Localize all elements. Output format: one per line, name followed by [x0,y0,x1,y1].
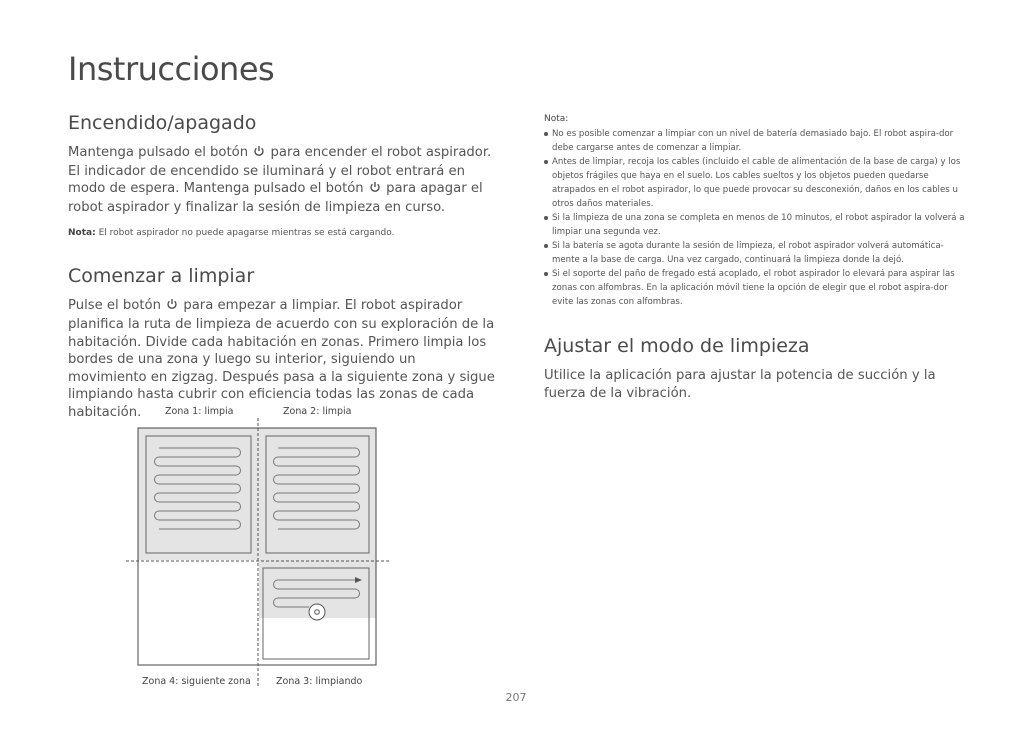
right-column [544,114,969,402]
zone1-label: Zona 1: limpia [165,406,234,417]
note-item: Si la limpieza de una zona se completa en menos de 10 minutos, el robot aspirador la volverá a limpiar una segunda vez. [544,211,969,239]
start-paragraph [68,297,498,421]
note-text: El robot aspirador no puede apagarse mientras se está cargando. [98,228,395,239]
power-text-2: para encender el robot aspirador. El indicador de encendido se iluminará y el robot entrará en modo de espera. Mantenga pulsado el botón [68,145,492,197]
start-text-2: para empezar a limpiar. El robot aspirador planifica la ruta de limpieza de acuerdo con su exploración de la habitación. Divide cada habitación en zonas. Primero limpia los bordes de una zona y luego su interior, siguiendo un movimiento en zigzag. Después pasa a la siguiente zona y sigue limpiando hasta cubrir con eficiencia todas las zonas de cada habitación. [68,298,495,420]
notes-heading: Nota: [544,114,569,124]
left-column [68,112,498,422]
power-icon [166,298,178,316]
page-number: 207 [505,691,527,704]
power-heading: Encendido/apagado [68,112,257,134]
note-label: Nota: [68,228,96,239]
power-text-3: para apagar el robot aspirador y finalizar la sesión de limpieza en curso. [68,181,483,215]
mode-heading: Ajustar el modo de limpieza [544,335,810,357]
page-title: Instrucciones [68,50,275,88]
power-note [68,228,498,238]
note-item: No es posible comenzar a limpiar con un nivel de batería demasiado bajo. El robot aspira-dor debe cargarse antes de comenzar a limpiar. [544,127,969,155]
notes-list [544,127,969,309]
robot-icon [309,604,325,620]
power-text-1: Mantenga pulsado el botón [68,145,249,160]
note-item: Si el soporte del paño de fregado está acoplado, el robot aspirador lo elevará para aspirar las zonas con alfombras. En la aplicación móvil tiene la opción de elegir que el robot aspira-dor evite las zonas con alfombras. [544,267,969,309]
zone-map [126,418,390,688]
start-text-1: Pulse el botón [68,298,161,314]
note-item: Si la batería se agota durante la sesión de limpieza, el robot aspirador volverá automática-mente a la base de carga. Una vez cargado, continuará la limpieza donde la dejó. [544,239,969,267]
zone-diagram [126,404,390,690]
mode-paragraph: Utilice la aplicación para ajustar la potencia de succión y la fuerza de la vibración. [544,368,936,401]
zone4-label: Zona 4: siguiente zona [142,676,251,687]
zone2-label: Zona 2: limpia [283,406,352,417]
power-icon [253,145,265,163]
note-item: Antes de limpiar, recoja los cables (incluido el cable de alimentación de la base de carga) y los objetos frágiles que haya en el suelo. Los cables sueltos y los objetos pueden quedarse atrapados en el robot aspirador, lo que puede provocar su desconexión, daños en los cables u otros daños materiales. [544,155,969,211]
zone3-label: Zona 3: limpiando [276,676,363,687]
power-icon [369,181,381,199]
power-paragraph [68,144,498,216]
start-heading: Comenzar a limpiar [68,265,255,288]
